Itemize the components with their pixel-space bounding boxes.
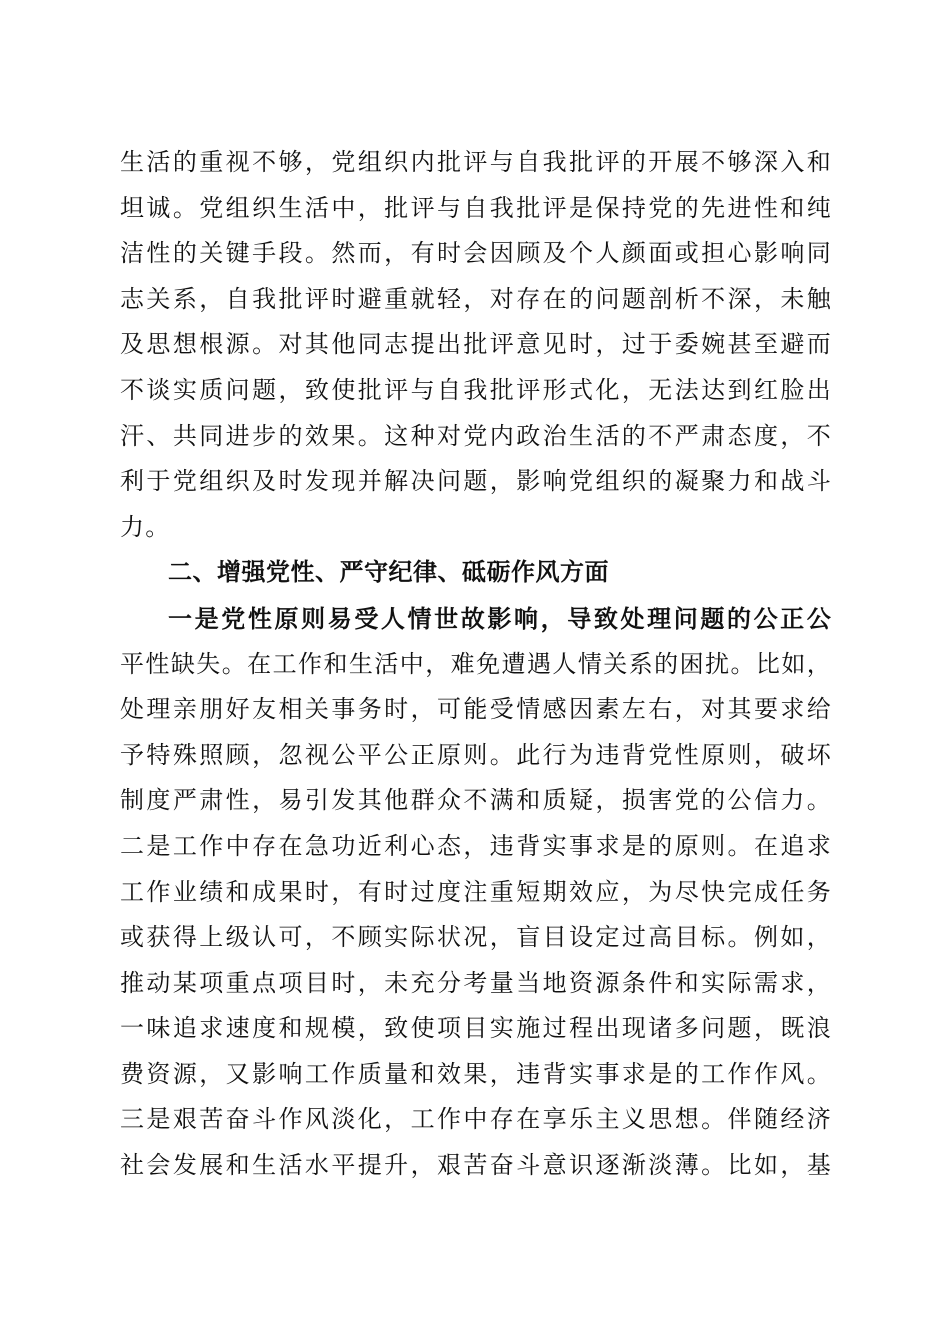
paragraph-line: 平性缺失。在工作和生活中，难免遭遇人情关系的困扰。比如， — [120, 649, 832, 678]
paragraph-line: 坦诚。党组织生活中，批评与自我批评是保持党的先进性和纯 — [120, 193, 832, 222]
section-heading: 二、增强党性、严守纪律、砥砺作风方面 — [168, 558, 609, 587]
paragraph-line: 处理亲朋好友相关事务时，可能受情感因素左右，对其要求给 — [120, 695, 832, 724]
paragraph-line: 予特殊照顾，忽视公平公正原则。此行为违背党性原则，破坏 — [120, 740, 832, 769]
paragraph-line: 不谈实质问题，致使批评与自我批评形式化，无法达到红脸出 — [120, 375, 832, 404]
paragraph-line-lead: 一是党性原则易受人情世故影响，导致处理问题的公正公 — [168, 603, 832, 633]
paragraph-party-spirit — [120, 596, 832, 1189]
paragraph-line-last: 力。 — [120, 512, 171, 541]
paragraph-line: 三是艰苦奋斗作风淡化，工作中存在享乐主义思想。伴随经济 — [120, 1105, 832, 1134]
paragraph-line: 二是工作中存在急功近利心态，违背实事求是的原则。在追求 — [120, 831, 832, 860]
paragraph-line: 制度严肃性，易引发其他群众不满和质疑，损害党的公信力。 — [120, 786, 832, 815]
paragraph-line: 志关系，自我批评时避重就轻，对存在的问题剖析不深，未触 — [120, 284, 832, 313]
paragraph-line: 一味追求速度和规模，致使项目实施过程出现诸多问题，既浪 — [120, 1014, 832, 1043]
paragraph-line: 推动某项重点项目时，未充分考量当地资源条件和实际需求， — [120, 968, 832, 997]
document-body — [120, 140, 832, 1189]
paragraph-line: 利于党组织及时发现并解决问题，影响党组织的凝聚力和战斗 — [120, 467, 832, 496]
paragraph-line: 或获得上级认可，不顾实际状况，盲目设定过高目标。例如， — [120, 923, 832, 952]
paragraph-line: 工作业绩和成果时，有时过度注重短期效应，为尽快完成任务 — [120, 877, 832, 906]
paragraph-line: 费资源，又影响工作质量和效果，违背实事求是的工作作风。 — [120, 1059, 832, 1088]
paragraph-line: 及思想根源。对其他同志提出批评意见时，过于委婉甚至避而 — [120, 330, 832, 359]
paragraph-line: 生活的重视不够，党组织内批评与自我批评的开展不够深入和 — [120, 148, 832, 176]
paragraph-criticism — [120, 140, 832, 550]
paragraph-line: 社会发展和生活水平提升，艰苦奋斗意识逐渐淡薄。比如，基 — [120, 1151, 832, 1180]
paragraph-line: 洁性的关键手段。然而，有时会因顾及个人颜面或担心影响同 — [120, 239, 832, 268]
paragraph-line: 汗、共同进步的效果。这种对党内政治生活的不严肃态度，不 — [120, 421, 832, 450]
